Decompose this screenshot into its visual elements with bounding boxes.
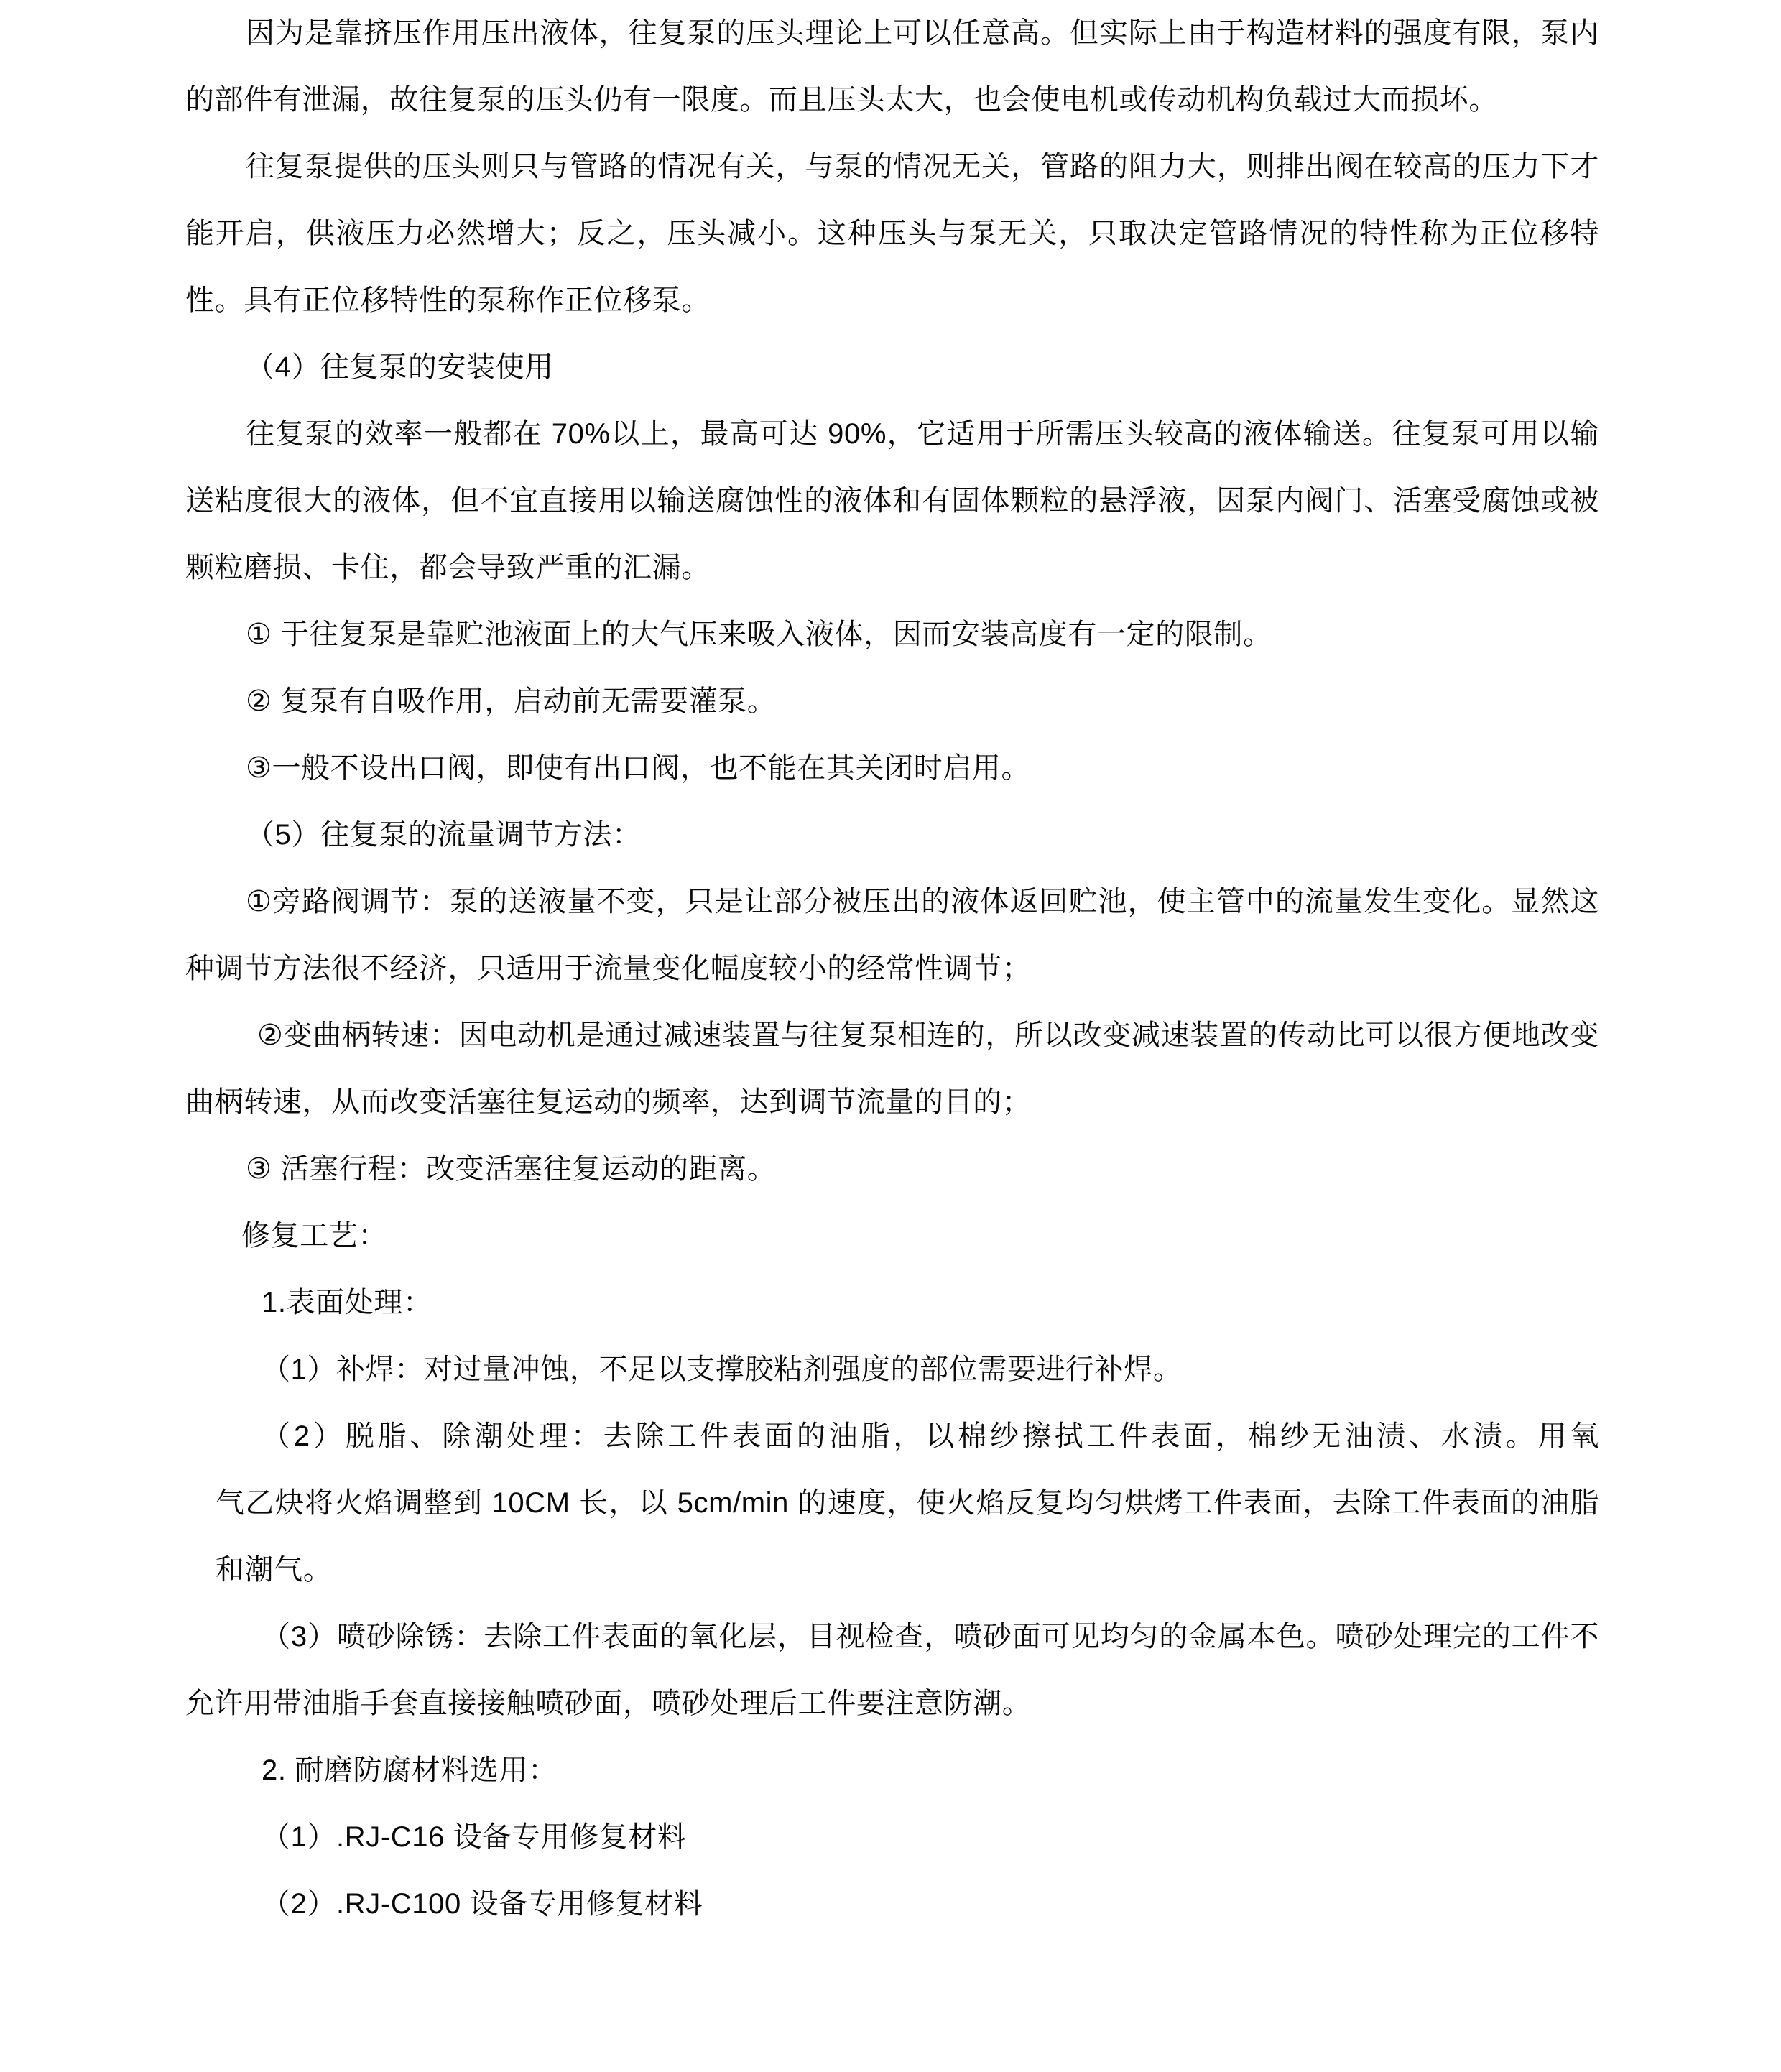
heading-repair-process: 修复工艺： bbox=[241, 1220, 387, 1252]
method-item-2-crank-speed-change: ②变曲柄转速：因电动机是通过减速装置与往复泵相连的，所以改变减速装置的传动比可以很方便地改变曲柄转速，从而改变活塞往复运动的频率，达到调节流量的目的； bbox=[185, 1019, 1599, 1118]
method-item-3-piston-stroke: ③ 活塞行程：改变活塞往复运动的距离。 bbox=[246, 1153, 777, 1185]
step-1-repair-welding: （1）补焊：对过量冲蚀，不足以支撑胶粘剂强度的部位需要进行补焊。 bbox=[262, 1354, 1183, 1385]
heading-1-surface-treatment: 1.表面处理： bbox=[262, 1287, 432, 1318]
list-item-3-no-outlet-valve: ③一般不设出口阀，即使有出口阀，也不能在其关闭时启用。 bbox=[246, 752, 1031, 784]
method-item-1-bypass-valve-regulation: ①旁路阀调节：泵的送液量不变，只是让部分被压出的液体返回贮池，使主管中的流量发生变化。显然这种调节方法很不经济，只适用于流量变化幅度较小的经常性调节； bbox=[185, 886, 1599, 984]
material-item-1-rj-c16: （1）.RJ-C16 设备专用修复材料 bbox=[262, 1821, 687, 1853]
heading-4-installation-and-use: （4）往复泵的安装使用 bbox=[246, 351, 554, 383]
list-item-2-self-priming: ② 复泵有自吸作用，启动前无需要灌泵。 bbox=[246, 685, 777, 717]
paragraph-efficiency-and-applicability: 往复泵的效率一般都在 70%以上，最高可达 90%，它适用于所需压头较高的液体输送。往复泵可用以输送粘度很大的液体，但不宜直接用以输送腐蚀性的液体和有固体颗粒的悬浮液，因泵内阀门、活塞受腐蚀或被颗粒磨损、卡住，都会导致严重的汇漏。 bbox=[185, 418, 1599, 583]
material-item-2-rj-c100: （2）.RJ-C100 设备专用修复材料 bbox=[262, 1888, 703, 1920]
step-2-degreasing-dehumidifying: （2）脱脂、除潮处理：去除工件表面的油脂，以棉纱擦拭工件表面，棉纱无油渍、水渍。用氧 bbox=[262, 1420, 1599, 1452]
document-body bbox=[185, 0, 1599, 1938]
step-3-sandblasting-derusting: （3）喷砂除锈：去除工件表面的氧化层，目视检查，喷砂面可见均匀的金属本色。喷砂处理完的工件不允许用带油脂手套直接接触喷砂面，喷砂处理后工件要注意防潮。 bbox=[185, 1621, 1599, 1719]
list-item-1-suction-height-limit: ① 于往复泵是靠贮池液面上的大气压来吸入液体，因而安装高度有一定的限制。 bbox=[246, 619, 1272, 650]
step-2-continuation-flame-heating: 气乙炔将火焰调整到 10CM 长，以 5cm/min 的速度，使火焰反复均匀烘烤工件表面，去除工件表面的油脂和潮气。 bbox=[216, 1487, 1599, 1586]
paragraph-positive-displacement-characteristic: 往复泵提供的压头则只与管路的情况有关，与泵的情况无关，管路的阻力大，则排出阀在较高的压力下才能开启，供液压力必然增大；反之，压头减小。这种压头与泵无关，只取决定管路情况的特性称为正位移特性。具有正位移特性的泵称作正位移泵。 bbox=[185, 151, 1599, 316]
heading-2-wear-corrosion-material-selection: 2. 耐磨防腐材料选用： bbox=[262, 1754, 558, 1786]
paragraph-reciprocating-pump-head-theory: 因为是靠挤压作用压出液体，往复泵的压头理论上可以任意高。但实际上由于构造材料的强度有限，泵内的部件有泄漏，故往复泵的压头仍有一限度。而且压头太大，也会使电机或传动机构负载过大而损坏。 bbox=[185, 17, 1599, 116]
heading-5-flow-regulation-methods: （5）往复泵的流量调节方法： bbox=[246, 819, 642, 851]
